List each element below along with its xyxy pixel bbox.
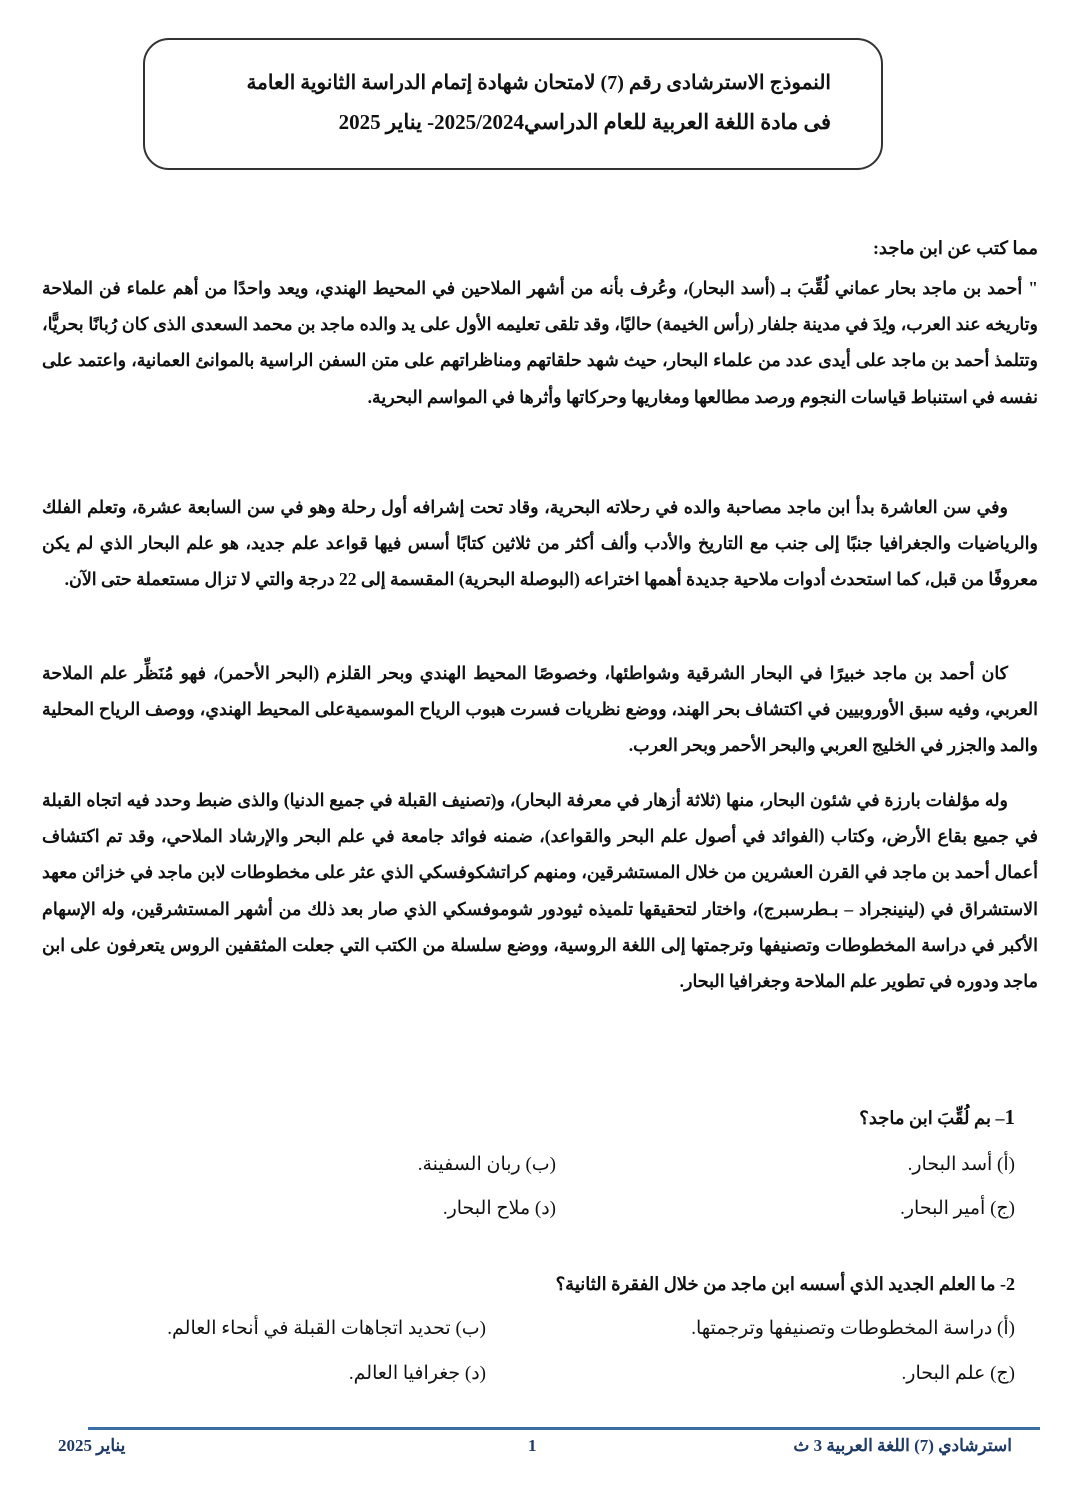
question-1 [859, 1105, 1015, 1130]
question-2-option-a[interactable]: (أ) دراسة المخطوطات وتصنيفها وترجمتها. [691, 1318, 1015, 1339]
paragraph-3-text: كان أحمد بن ماجد خبيرًا في البحار الشرقية وشواطئها، وخصوصًا المحيط الهندي وبحر القلزم (البحر الأحمر)، فهو مُنَظِّر علم الملاحة العربي، وفيه سبق الأوروبيين في اكتشاف بحر الهند، ووضع نظريات فسرت هبوب الرياح الموسميةعلى المحيط الهندي، ووصف الرياح المحلية والمد والجزر في الخليج العربي والبحر الأحمر وبحر العرب. [42, 663, 1038, 756]
question-1-number: 1 [1004, 1105, 1015, 1129]
question-1-option-c[interactable]: (ج) أمير البحار. [900, 1198, 1015, 1219]
question-2 [556, 1274, 1015, 1295]
footer-divider [88, 1427, 1040, 1430]
question-1-option-d[interactable]: (د) ملاح البحار. [442, 1198, 556, 1219]
question-2-option-d[interactable]: (د) جغرافيا العالم. [348, 1363, 486, 1384]
exam-title: النموذج الاسترشادى رقم (7) لامتحان شهادة إتمام الدراسة الثانوية العامة [246, 72, 831, 94]
paragraph-2-text: وفي سن العاشرة بدأ ابن ماجد مصاحبة والده في رحلاته البحرية، وقاد تحت إشرافه أول رحلة وهو في سن السابعة عشرة، وتعلم الفلك والرياضيات والجغرافيا جنبًا إلى جنب مع التاريخ والأدب وألف أكثر من ثلاثين كتابًا أسس فيها قواعد علم جديد، هو علم البحار الذي لم يكن معروفًا من قبل، كما استحدث أدوات ملاحية جديدة أهمها اختراعه (البوصلة البحرية) المقسمة إلى 22 درجة والتي لا تزال مستعملة حتى الآن. [42, 497, 1038, 590]
passage-paragraph-3 [42, 655, 1038, 764]
question-2-text: ما العلم الجديد الذي أسسه ابن ماجد من خلال الفقرة الثانية؟ [555, 1274, 1000, 1294]
footer-date: يناير 2025 [58, 1436, 126, 1455]
exam-subtitle: فى مادة اللغة العربية للعام الدراسي2025/2024- يناير 2025 [338, 110, 831, 134]
passage-heading: مما كتب عن ابن ماجد: [872, 238, 1038, 258]
question-1-option-a[interactable]: (أ) أسد البحار. [907, 1154, 1015, 1175]
footer-exam-label: استرشادي (7) اللغة العربية 3 ث [793, 1436, 1012, 1455]
footer-page-number: 1 [528, 1436, 537, 1455]
passage-paragraph-1: " أحمد بن ماجد بحار عماني لُقِّبَ بـ (أسد البحار)، وعُرف بأنه من أشهر الملاحين في المحيط الهندي، ويعد واحدًا من أهم علماء فن الملاحة وتاريخه عند العرب، ولِدَ في مدينة جلفار (رأس الخيمة) حاليًا، وقد تلقى تعليمه الأول على يد والده ماجد بن محمد السعدى الذى كان رُبانًا بحريًّا، وتتلمذ أحمد بن ماجد على أيدى عدد من علماء البحار، حيث شهد حلقاتهم ومناظراتهم على متن السفن الراسية بالموانئ العمانية، واعتمد على نفسه في استنباط قياسات النجوم ورصد مطالعها ومغاريها وحركاتها وأثرها في المواسم البحرية. [42, 278, 1038, 407]
question-1-option-b[interactable]: (ب) ربان السفينة. [417, 1154, 556, 1175]
question-2-option-c[interactable]: (ج) علم البحار. [901, 1363, 1015, 1384]
title-box [143, 38, 883, 170]
question-2-option-b[interactable]: (ب) تحديد اتجاهات القبلة في أنحاء العالم. [167, 1318, 486, 1339]
passage-paragraph-4 [42, 782, 1038, 999]
question-2-number: 2- [1000, 1274, 1015, 1294]
paragraph-4-text: وله مؤلفات بارزة في شئون البحار، منها (ثلاثة أزهار في معرفة البحار)، و(تصنيف القبلة في جميع الدنيا) والذى ضبط وحدد فيه اتجاه القبلة في جميع بقاع الأرض، وكتاب (الفوائد في أصول علم البحر والقواعد)، ضمنه فوائد جامعة في علم البحر والإرشاد الملاحي، وقد تم اكتشاف أعمال أحمد بن ماجد في القرن العشرين من خلال المستشرقين، ومنهم كراتشكوفسكي الذي عثر على مخطوطات لابن ماجد في خزائن معهد الاستشراق في (لينينجراد – بـطرسبرج)، واختار لتحقيقها تلميذه ثيودور شوموفسكي الذي صار بعد ذلك من أشهر المستشرقين، وله الإسهام الأكبر في دراسة المخطوطات وتصنيفها وترجمتها إلى اللغة الروسية، ووضع سلسلة من الكتب التي جعلت المثقفين الروس يتعرفون على ابن ماجد ودوره في تطوير علم الملاحة وجغرافيا البحار. [42, 790, 1038, 992]
passage-paragraph-2 [42, 489, 1038, 598]
question-1-text: – بم لُقِّبَ ابن ماجد؟ [859, 1108, 1005, 1128]
